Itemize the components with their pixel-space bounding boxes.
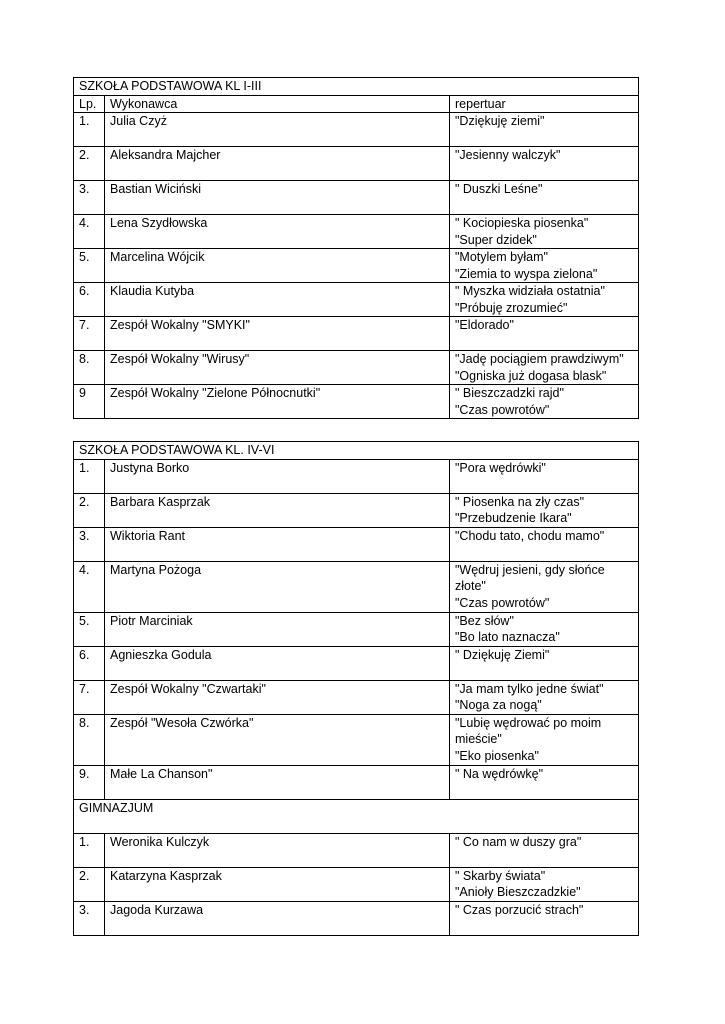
cell-repertoire [450,113,639,147]
repertoire-title: " Duszki Leśne" [455,182,543,196]
repertoire-title: " Myszka widziała ostatnia" [455,284,605,298]
repertoire-title: "Lubię wędrować po moim mieście" [455,715,602,746]
cell-repertoire [450,714,639,765]
cell-lp: 3. [74,901,105,935]
table-body-gimnazjum [74,833,639,935]
table-row [74,493,639,527]
cell-repertoire [450,147,639,181]
table-row [74,714,639,765]
cell-repertoire [450,351,639,385]
repertoire-title: "Jesienny walczyk" [455,148,561,162]
cell-lp: 9. [74,765,105,799]
section-title: GIMNAZJUM [74,799,639,833]
cell-repertoire [450,612,639,646]
cell-lp: 5. [74,612,105,646]
table-row [74,385,639,419]
cell-lp: 2. [74,867,105,901]
cell-lp: 3. [74,181,105,215]
repertoire-title: "Przebudzenie Ikara" [455,511,572,525]
cell-performer: Zespół Wokalny "SMYKI" [105,317,450,351]
table-title-row [74,442,639,460]
cell-lp: 1. [74,833,105,867]
cell-lp: 5. [74,249,105,283]
table-title: SZKOŁA PODSTAWOWA KL I-III [74,78,639,96]
cell-repertoire [450,867,639,901]
cell-performer: Klaudia Kutyba [105,283,450,317]
cell-lp: 2. [74,493,105,527]
table-row [74,561,639,612]
cell-performer: Katarzyna Kasprzak [105,867,450,901]
repertoire-title: "Jadę pociągiem prawdziwym" [455,352,624,366]
cell-repertoire [450,901,639,935]
repertoire-title: " Piosenka na zły czas" [455,494,585,509]
cell-performer: Zespół "Wesoła Czwórka" [105,714,450,765]
table-klasy-4-6-gimnazjum [73,441,639,936]
cell-lp: 2. [74,147,105,181]
repertoire-title: "Wędruj jesieni, gdy słońce złote" [455,562,605,593]
table-row [74,249,639,283]
cell-performer: Zespół Wokalny "Wirusy" [105,351,450,385]
table-body [74,113,639,419]
cell-performer: Justyna Borko [105,459,450,493]
repertoire-title: "Czas powrotów" [455,402,550,417]
repertoire-title: " Skarby świata" [455,868,546,883]
repertoire-title: "Ziemia to wyspa zielona" [455,266,598,281]
header-repertoire: repertuar [450,95,639,113]
cell-lp: 1. [74,113,105,147]
cell-performer: Małe La Chanson" [105,765,450,799]
cell-performer: Wiktoria Rant [105,527,450,561]
cell-performer: Zespół Wokalny "Zielone Północnutki" [105,385,450,419]
header-row [74,95,639,113]
repertoire-title: "Ja mam tylko jedne świat" [455,681,604,696]
cell-lp: 9 [74,385,105,419]
cell-lp: 4. [74,561,105,612]
repertoire-title: " Dziękuję Ziemi" [455,647,550,662]
table-body [74,459,639,799]
repertoire-title: " Bieszczadzki rajd" [455,386,564,400]
cell-repertoire [450,765,639,799]
repertoire-title: "Noga za nogą" [455,698,542,712]
table-row [74,612,639,646]
repertoire-title: " Na wędrówkę" [455,766,544,781]
cell-lp: 6. [74,283,105,317]
repertoire-title: "Pora wędrówki" [455,460,546,475]
table-row [74,459,639,493]
cell-performer: Julia Czyż [105,113,450,147]
cell-performer: Barbara Kasprzak [105,493,450,527]
cell-performer: Weronika Kulczyk [105,833,450,867]
cell-lp: 4. [74,215,105,249]
repertoire-title: "Dziękuję ziemi" [455,114,545,128]
cell-performer: Martyna Pożoga [105,561,450,612]
cell-repertoire [450,527,639,561]
cell-lp: 8. [74,714,105,765]
cell-repertoire [450,561,639,612]
repertoire-title: "Super dzidek" [455,232,537,247]
cell-repertoire [450,181,639,215]
repertoire-title: "Eldorado" [455,318,514,332]
cell-lp: 1. [74,459,105,493]
cell-repertoire [450,385,639,419]
cell-lp: 8. [74,351,105,385]
repertoire-title: "Bo lato naznacza" [455,630,560,644]
cell-repertoire [450,680,639,714]
cell-repertoire [450,283,639,317]
cell-lp: 3. [74,527,105,561]
cell-repertoire [450,317,639,351]
cell-performer: Agnieszka Godula [105,646,450,680]
table-row [74,283,639,317]
repertoire-title: "Czas powrotów" [455,595,550,610]
cell-performer: Lena Szydłowska [105,215,450,249]
repertoire-title: "Anioły Bieszczadzkie" [455,885,581,899]
table-row [74,527,639,561]
cell-lp: 7. [74,317,105,351]
cell-performer: Marcelina Wójcik [105,249,450,283]
table-klasy-1-3 [73,77,639,419]
cell-performer: Zespół Wokalny "Czwartaki" [105,680,450,714]
table-row [74,765,639,799]
table-row [74,113,639,147]
header-performer: Wykonawca [105,95,450,113]
table-row [74,181,639,215]
table-row [74,680,639,714]
cell-lp: 6. [74,646,105,680]
section-row-gimnazjum [74,799,639,833]
cell-repertoire [450,215,639,249]
table-row [74,351,639,385]
table-row [74,215,639,249]
cell-lp: 7. [74,680,105,714]
cell-repertoire [450,493,639,527]
repertoire-title: "Motylem byłam" [455,250,548,264]
cell-repertoire [450,249,639,283]
repertoire-title: " Co nam w duszy gra" [455,834,582,849]
cell-performer: Piotr Marciniak [105,612,450,646]
table-row [74,147,639,181]
table-row [74,867,639,901]
repertoire-title: "Próbuję zrozumieć" [455,300,568,315]
repertoire-title: "Eko piosenka" [455,748,539,763]
cell-repertoire [450,833,639,867]
header-lp: Lp. [74,95,105,113]
cell-performer: Bastian Wiciński [105,181,450,215]
table-title: SZKOŁA PODSTAWOWA KL. IV-VI [74,442,639,460]
repertoire-title: "Ogniska już dogasa blask" [455,368,607,383]
table-row [74,646,639,680]
cell-performer: Aleksandra Majcher [105,147,450,181]
cell-repertoire [450,459,639,493]
cell-repertoire [450,646,639,680]
cell-performer: Jagoda Kurzawa [105,901,450,935]
repertoire-title: "Chodu tato, chodu mamo" [455,528,605,543]
table-row [74,317,639,351]
table-title-row [74,78,639,96]
repertoire-title: " Czas porzucić strach" [455,902,584,917]
table-row [74,901,639,935]
repertoire-title: " Kociopieska piosenka" [455,216,589,230]
table-row [74,833,639,867]
repertoire-title: "Bez słów" [455,613,514,628]
